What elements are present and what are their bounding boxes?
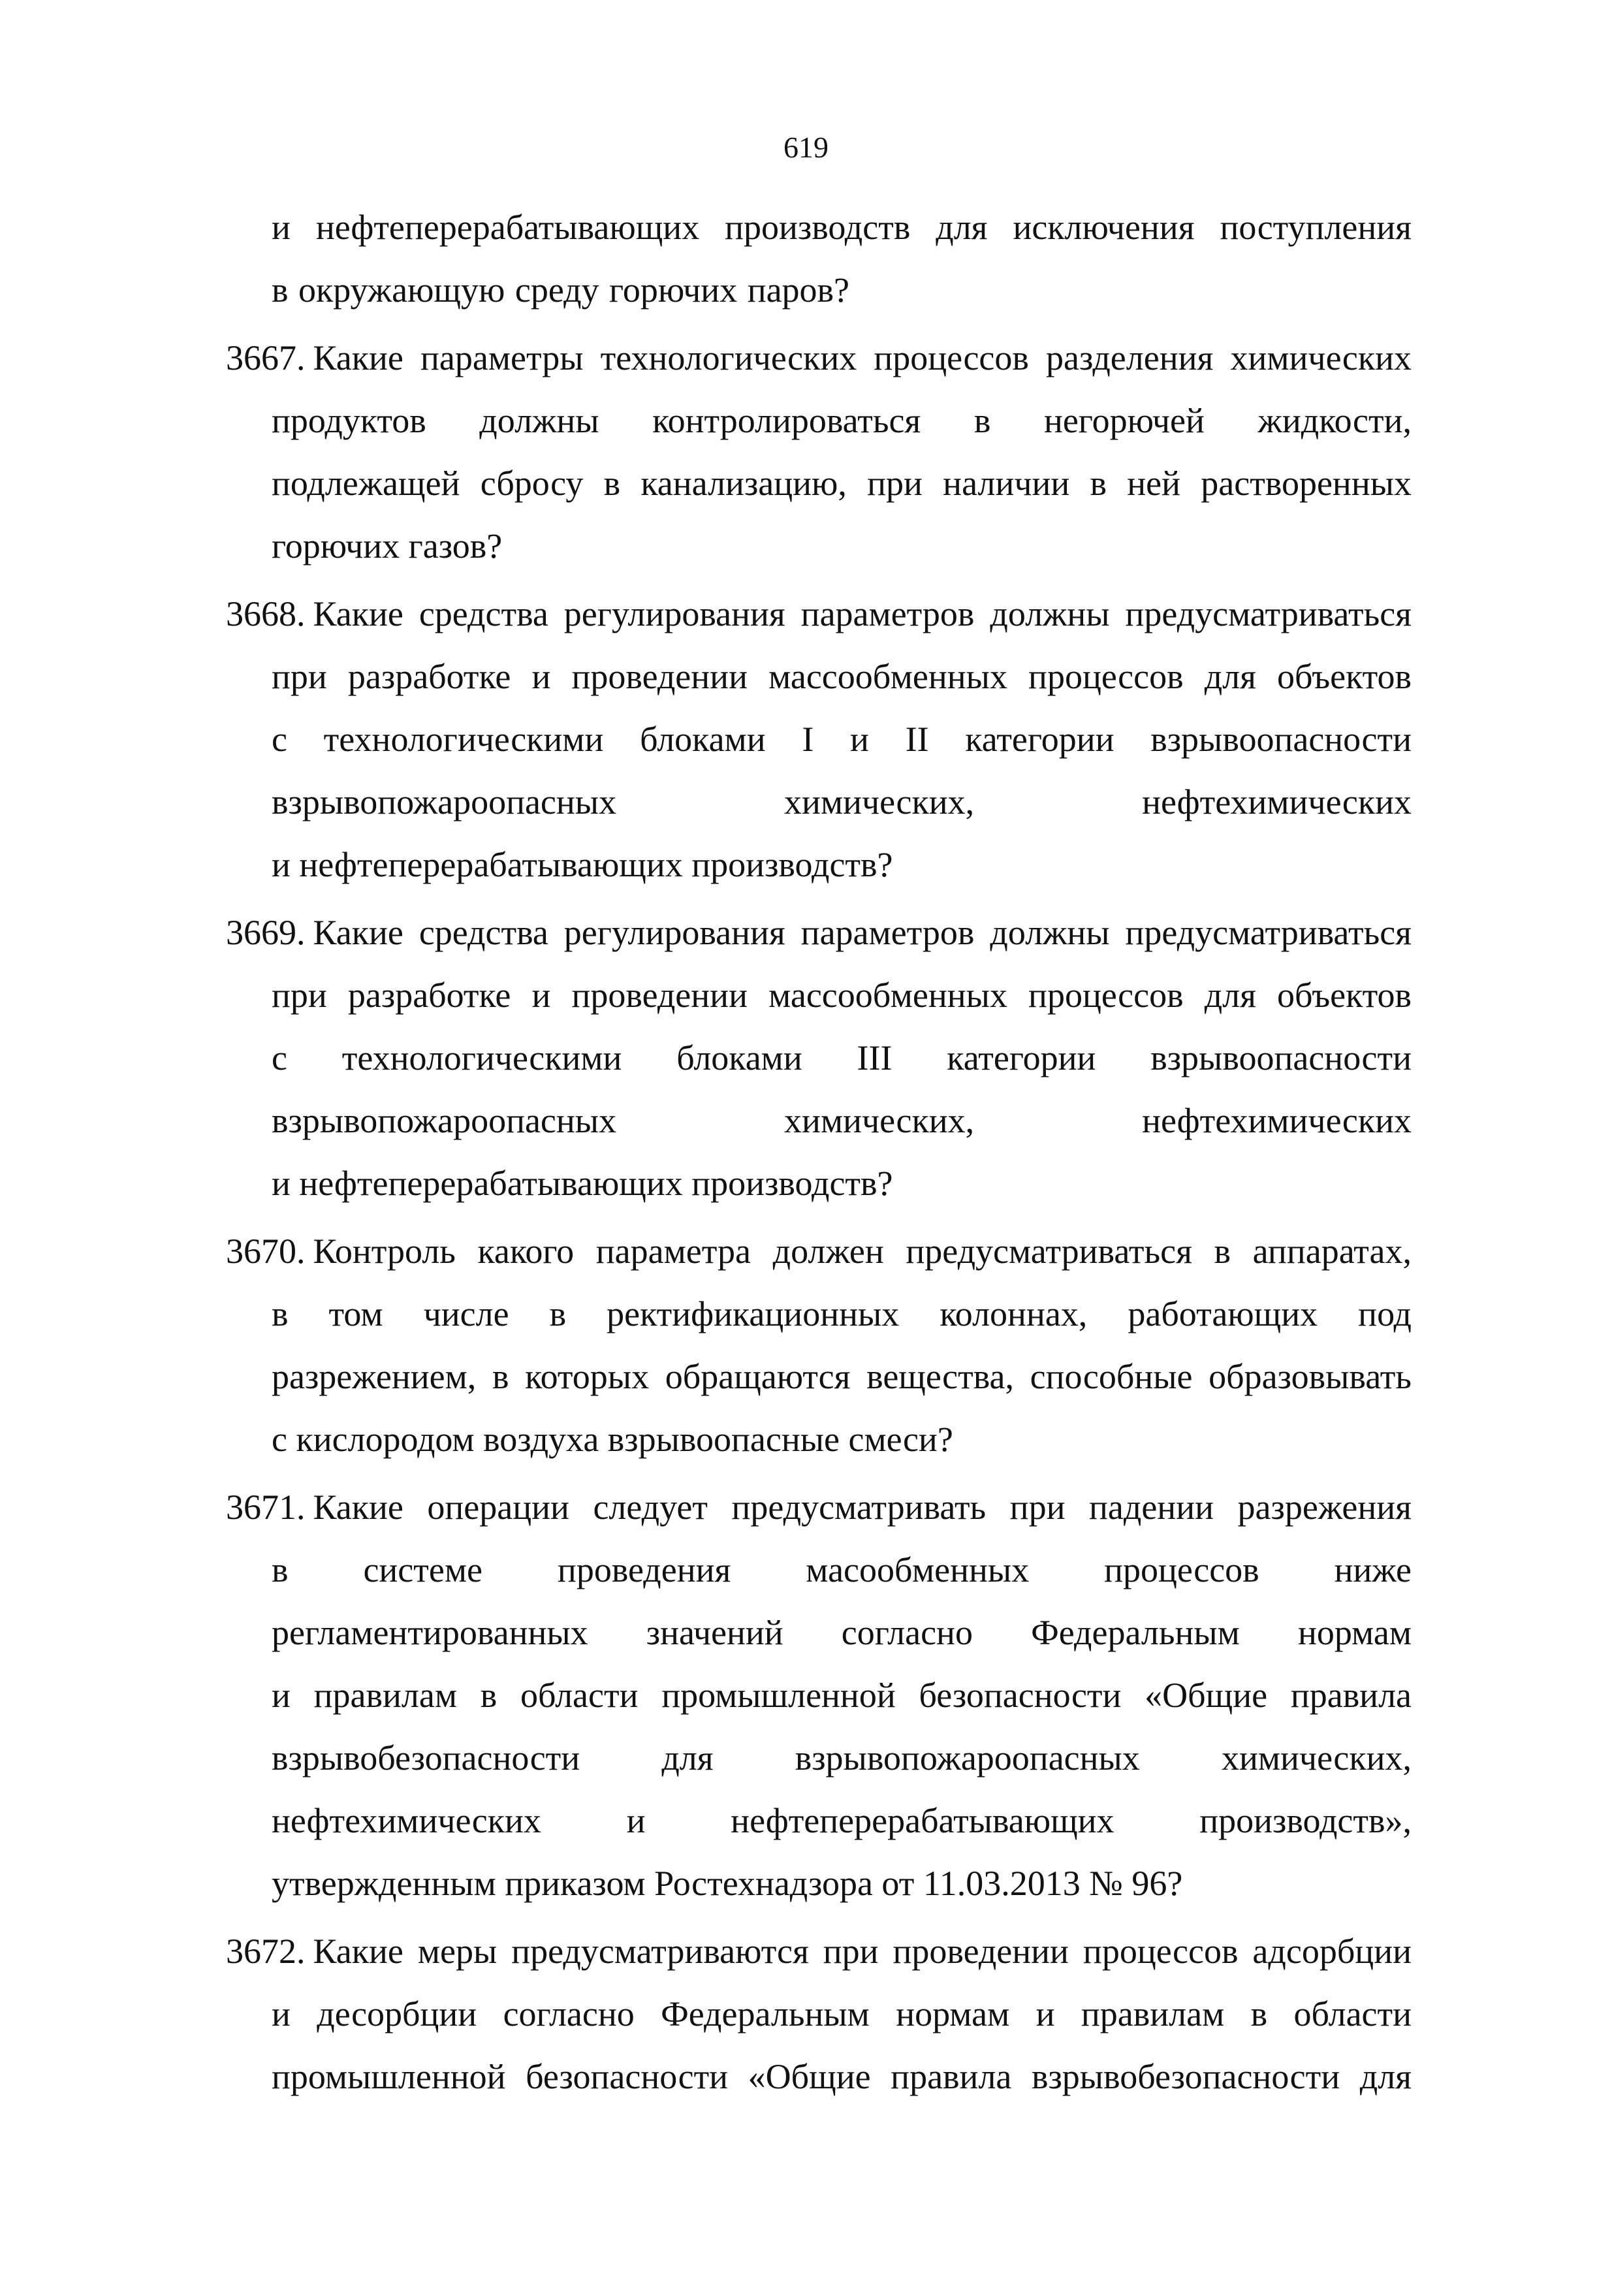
question-line: с технологическими блоками III категории взрывоопасности [272, 1038, 1412, 1077]
question-line: и правилам в области промышленной безопасности «Общие правила [272, 1676, 1412, 1715]
question-line: промышленной безопасности «Общие правила взрывобезопасности для [272, 2057, 1412, 2096]
question-text [226, 389, 1412, 577]
question-first-row [226, 1476, 1412, 1539]
question-line: с технологическими блоками I и II категории взрывоопасности [272, 720, 1412, 759]
question-line: продуктов должны контролироваться в негорючей жидкости, [272, 401, 1412, 440]
question-text [226, 1983, 1412, 2108]
question-item [226, 327, 1412, 577]
question-line: регламентированных значений согласно Федеральным нормам [272, 1613, 1412, 1652]
question-first-row [226, 1920, 1412, 1983]
question-text [226, 1283, 1412, 1471]
question-text [226, 645, 1412, 896]
question-line: взрывобезопасности для взрывопожароопасных химических, [272, 1738, 1412, 1778]
question-first-row [226, 582, 1412, 645]
question-number: 3667. [226, 338, 306, 377]
question-line: Какие параметры технологических процессов разделения химических [313, 338, 1412, 377]
question-number: 3668. [226, 594, 306, 633]
document-body [226, 196, 1412, 2108]
question-line: подлежащей сбросу в канализацию, при наличии в ней растворенных [272, 464, 1412, 503]
question-list [226, 327, 1412, 2108]
question-line: и нефтеперерабатывающих производств? [272, 1164, 893, 1203]
question-item [226, 582, 1412, 896]
question-line: Какие средства регулирования параметров должны предусматриваться [313, 913, 1412, 952]
question-line: нефтехимических и нефтеперерабатывающих производств», [272, 1801, 1412, 1840]
question-line: и нефтеперерабатывающих производств? [272, 845, 893, 884]
question-number: 3670. [226, 1232, 306, 1271]
continuation-line: и нефтеперерабатывающих производств для исключения поступления [272, 208, 1412, 247]
question-line: взрывопожароопасных химических, нефтехимических [272, 1101, 1412, 1140]
continuation-line: в окружающую среду горючих паров? [272, 270, 850, 310]
question-item [226, 1220, 1412, 1471]
question-first-row [226, 1220, 1412, 1283]
question-line: при разработке и проведении массообменных процессов для объектов [272, 657, 1412, 696]
question-line: утвержденным приказом Ростехнадзора от 11.03.2013 № 96? [272, 1864, 1183, 1903]
question-line: Какие операции следует предусматривать при падении разрежения [313, 1488, 1412, 1527]
question-line: Какие средства регулирования параметров должны предусматриваться [313, 594, 1412, 633]
question-line: с кислородом воздуха взрывоопасные смеси? [272, 1420, 953, 1459]
question-number: 3671. [226, 1488, 306, 1527]
question-item [226, 901, 1412, 1215]
question-item [226, 1920, 1412, 2108]
question-item [226, 1476, 1412, 1915]
question-text [226, 1539, 1412, 1915]
question-line: в системе проведения масообменных процессов ниже [272, 1550, 1412, 1589]
question-line: в том числе в ректификационных колоннах, работающих под [272, 1294, 1412, 1333]
continuation-paragraph [272, 196, 1412, 321]
page-number: 619 [783, 131, 829, 164]
question-number: 3672. [226, 1932, 306, 1971]
question-number: 3669. [226, 913, 306, 952]
question-text [226, 964, 1412, 1215]
question-first-row [226, 327, 1412, 389]
question-line: разрежением, в которых обращаются вещества, способные образовывать [272, 1357, 1412, 1396]
question-line: взрывопожароопасных химических, нефтехимических [272, 782, 1412, 821]
question-first-row [226, 901, 1412, 964]
question-line: Какие меры предусматриваются при проведении процессов адсорбции [313, 1932, 1412, 1971]
question-line: и десорбции согласно Федеральным нормам и правилам в области [272, 1994, 1412, 2033]
question-line: Контроль какого параметра должен предусматриваться в аппаратах, [313, 1232, 1412, 1271]
question-line: горючих газов? [272, 526, 503, 566]
question-line: при разработке и проведении массообменных процессов для объектов [272, 976, 1412, 1015]
